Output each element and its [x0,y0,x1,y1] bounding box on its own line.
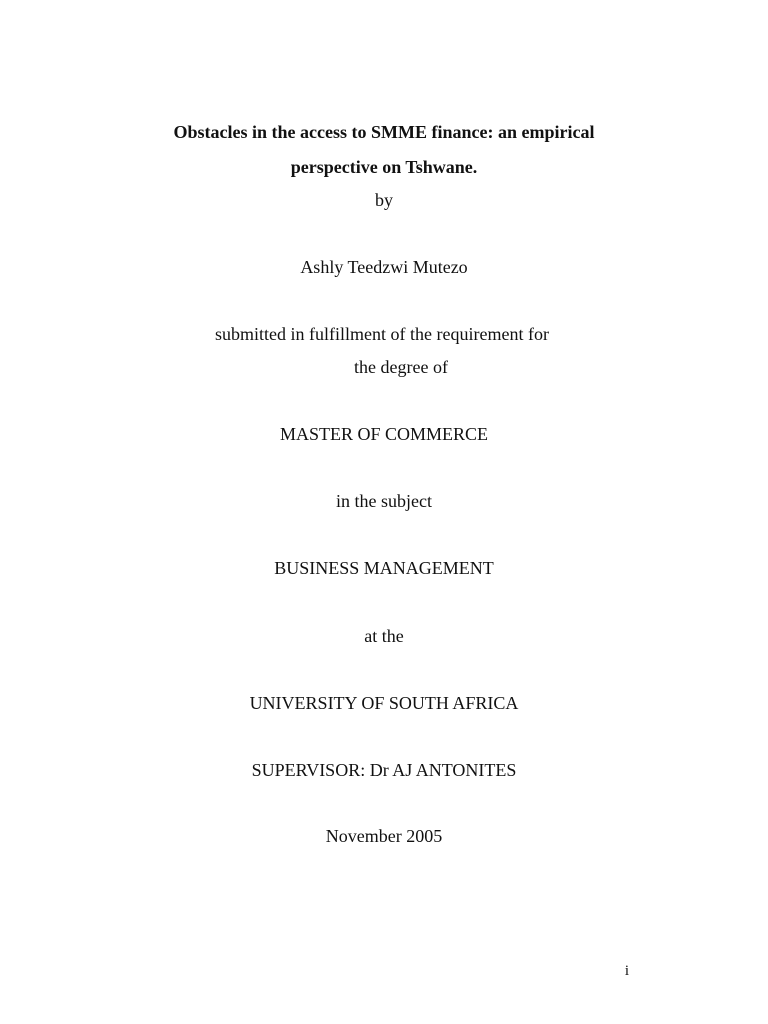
subject-label: in the subject [336,491,432,511]
degree-name: MASTER OF COMMERCE [279,424,489,444]
institution-name: UNIVERSITY OF SOUTH AFRICA [249,693,519,713]
page-number: i [624,963,630,979]
supervisor-line: SUPERVISOR: Dr AJ ANTONITES [251,760,517,780]
submission-statement-line-2: the degree of [354,357,448,377]
author-name: Ashly Teedzwi Mutezo [300,257,468,277]
by-label: by [375,190,393,210]
subject-name: BUSINESS MANAGEMENT [274,558,494,578]
submission-date: November 2005 [325,826,443,846]
thesis-title-line-1: Obstacles in the access to SMME finance: an empirical [173,122,595,142]
institution-label: at the [364,626,404,646]
submission-statement-line-1: submitted in fulfillment of the requirement for [215,324,549,344]
thesis-title-line-2: perspective on Tshwane. [290,157,478,177]
